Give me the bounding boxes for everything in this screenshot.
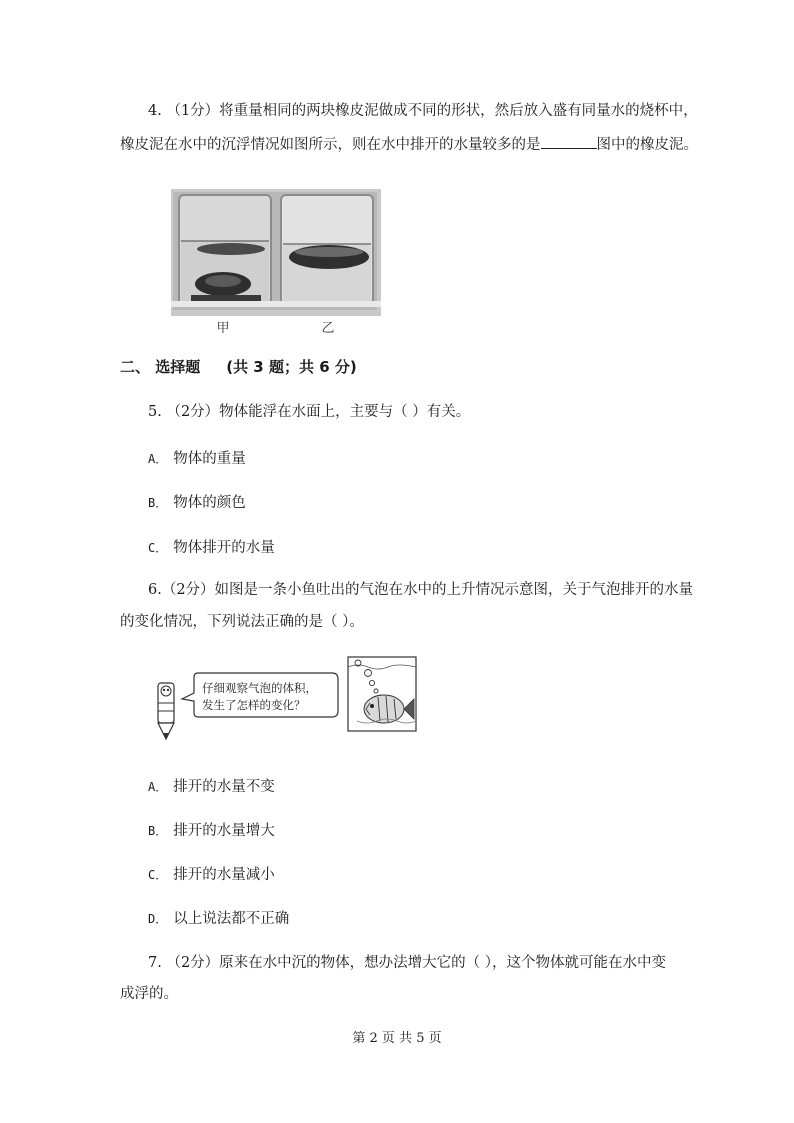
beakers-figure [171, 189, 381, 335]
q6-option-c[interactable] [148, 863, 275, 884]
option-letter: D． [148, 912, 168, 926]
q7-stem-line1: 7. （2分）原来在水中沉的物体，想办法增大它的（ ），这个物体就可能在水中变 [148, 955, 667, 971]
q4-stem-line2 [120, 134, 698, 155]
section-heading [120, 356, 357, 377]
q4-stem-line1: 4. （1分）将重量相同的两块橡皮泥做成不同的形状，然后放入盛有同量水的烧杯中， [148, 103, 698, 119]
fish-bubble-figure [152, 655, 420, 747]
option-letter: C． [148, 541, 168, 555]
section-title: 二、 选择题 [120, 358, 201, 376]
section-points: (共 3 题；共 6 分) [226, 358, 357, 376]
q5-option-c[interactable] [148, 536, 275, 557]
q6-stem-line2: 的变化情况，下列说法正确的是（ ）。 [120, 614, 364, 630]
q4-stem-line2-start: 橡皮泥在水中的沉浮情况如图所示，则在水中排开的水量较多的是 [120, 137, 541, 153]
option-text: 排开的水量不变 [173, 779, 275, 795]
option-text: 排开的水量增大 [173, 823, 275, 839]
q6-option-b[interactable] [148, 819, 275, 840]
option-letter: B． [148, 824, 168, 838]
speech-bubble-line2: 发生了怎样的变化？ [202, 698, 306, 712]
q4-stem-line2-end: 图中的橡皮泥。 [596, 137, 698, 153]
q5-option-a[interactable] [148, 447, 246, 468]
option-text: 物体的颜色 [173, 495, 246, 511]
q7-stem-line2: 成浮的。 [120, 986, 178, 1002]
q6-stem-line1: 6.（2分）如图是一条小鱼吐出的气泡在水中的上升情况示意图，关于气泡排开的水量 [148, 582, 694, 598]
beaker-label-left: 甲 [216, 321, 230, 335]
q6-option-a[interactable] [148, 775, 275, 796]
option-text: 以上说法都不正确 [173, 911, 290, 927]
option-letter: B． [148, 496, 168, 510]
option-letter: A． [148, 780, 168, 794]
q5-option-b[interactable] [148, 491, 246, 512]
option-letter: A． [148, 452, 168, 466]
q5-stem: 5. （2分）物体能浮在水面上，主要与（ ）有关。 [148, 404, 471, 420]
option-text: 物体排开的水量 [173, 540, 275, 556]
beaker-label-right: 乙 [321, 321, 335, 335]
option-text: 物体的重量 [173, 451, 246, 467]
q6-option-d[interactable] [148, 907, 289, 928]
option-text: 排开的水量减小 [173, 867, 275, 883]
option-letter: C． [148, 868, 168, 882]
fish-tank-icon [348, 657, 416, 731]
pencil-character-icon [158, 683, 174, 739]
q4-answer-blank[interactable] [541, 134, 597, 149]
page-footer: 第 2 页 共 5 页 [352, 1031, 442, 1046]
speech-bubble-line1: 仔细观察气泡的体积， [202, 681, 317, 695]
